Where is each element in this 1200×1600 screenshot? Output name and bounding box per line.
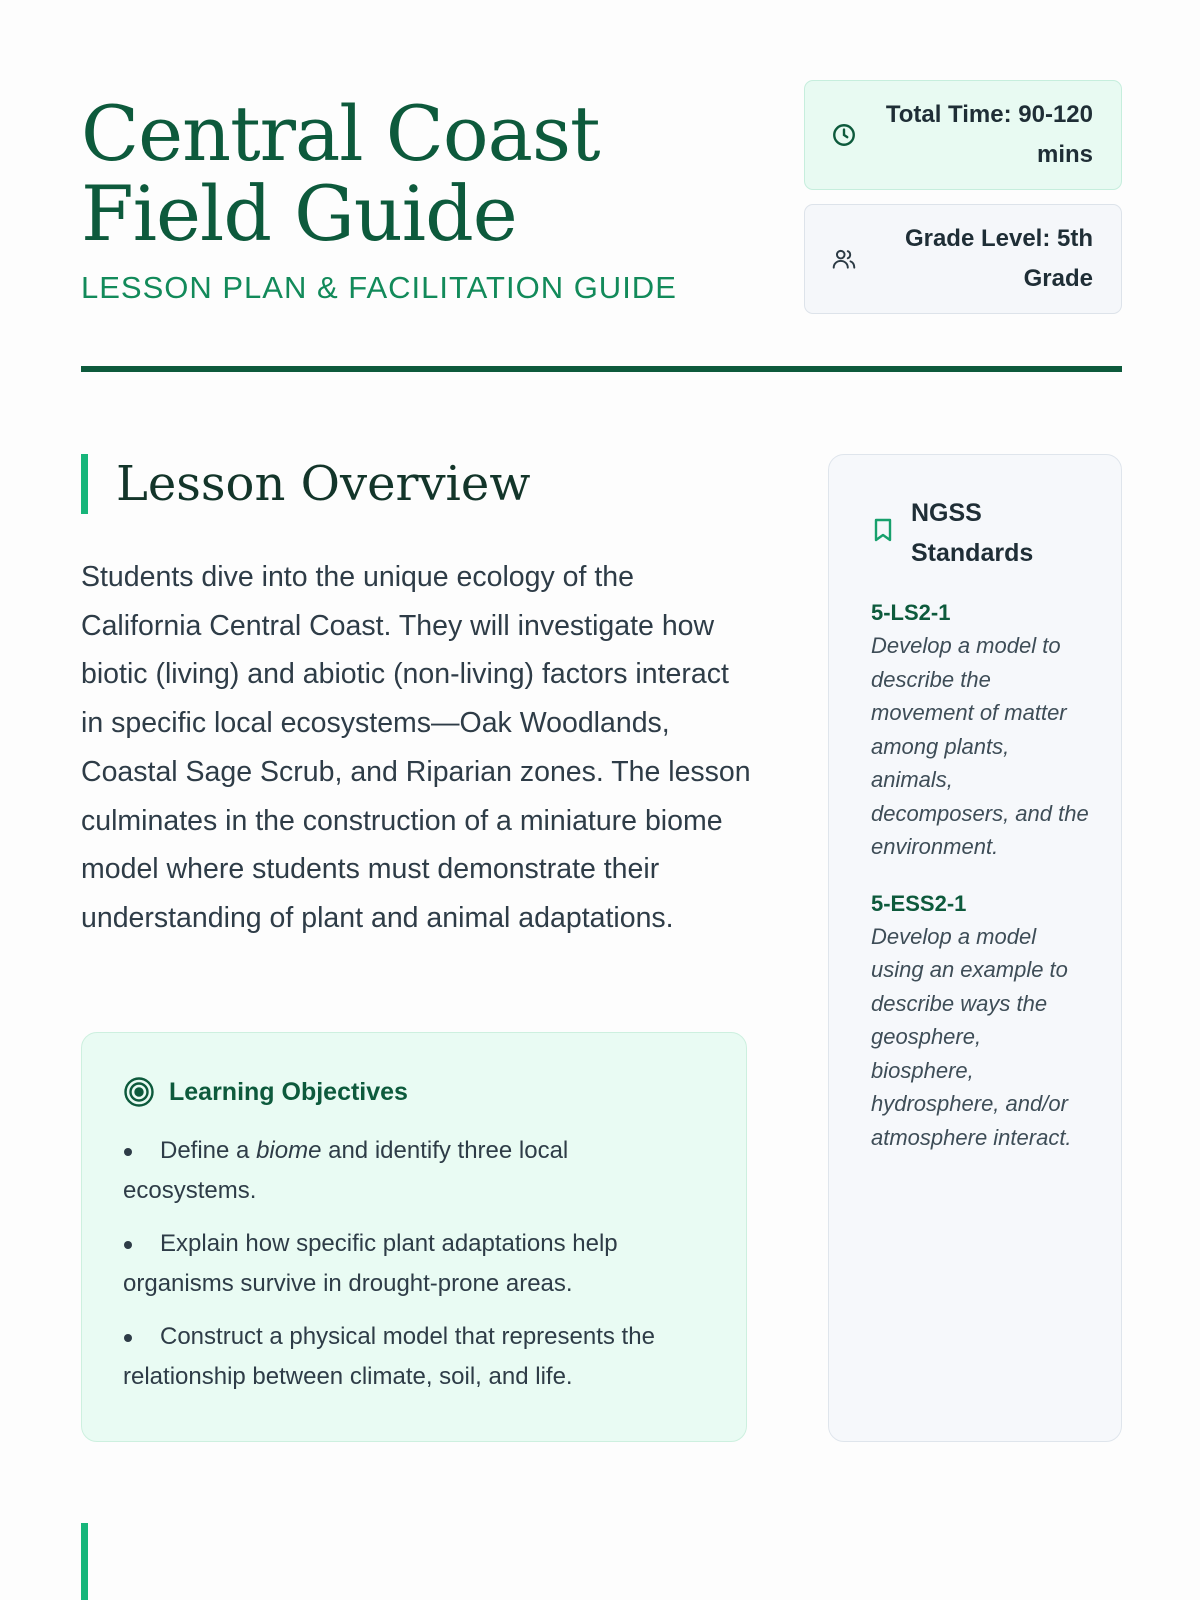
lesson-overview-text: Students dive into the unique ecology of the California Central Coast. They will investigate how biotic (living) and abiotic (non-living) factors interact in specific local ecosystems—Oak Woodlands, Coastal Sage Scrub, and Riparian zones. The lesson culminates in the construction of a miniature biome model where students must demonstrate their understanding of plant and animal adaptations. xyxy=(81,561,751,934)
standard-item xyxy=(871,888,1091,1155)
page-header xyxy=(81,0,1122,380)
standard-description: Develop a model using an example to describe ways the geosphere, biosphere, hydrosphere, and/or atmosphere interact. xyxy=(871,923,1072,1150)
objective-item: Construct a physical model that represents the relationship between climate, soil, and life. xyxy=(123,1317,706,1397)
page-subtitle: LESSON PLAN & FACILITATION GUIDE xyxy=(81,270,677,305)
ngss-standards-card xyxy=(828,454,1122,1442)
biome-term: biome xyxy=(256,1137,322,1164)
users-icon xyxy=(831,246,857,272)
grade-level-card xyxy=(804,204,1122,314)
learning-objectives-card xyxy=(81,1032,747,1442)
ngss-standards-label: NGSS Standards xyxy=(911,499,1034,567)
objectives-list xyxy=(123,1131,706,1397)
lesson-plan-page xyxy=(81,0,1122,1390)
standard-description: Develop a model to describe the movement of matter among plants, animals, decomposers, and the environment. xyxy=(871,633,1089,859)
clock-icon xyxy=(831,122,857,148)
header-divider xyxy=(81,366,1122,372)
objective-item: Explain how specific plant adaptations help organisms survive in drought-prone areas. xyxy=(123,1224,706,1304)
standard-item xyxy=(871,597,1091,864)
grade-level-text: Grade Level: 5th Grade xyxy=(904,225,1093,292)
ngss-standards-title xyxy=(871,493,1091,573)
target-icon xyxy=(123,1076,155,1108)
objective-item: Define a biome and identify three local ecosystems. xyxy=(123,1131,706,1211)
total-time-card xyxy=(804,80,1122,190)
standard-code: 5-LS2-1 xyxy=(871,600,951,625)
learning-objectives-label: Learning Objectives xyxy=(169,1077,408,1106)
lesson-overview-heading: Lesson Overview xyxy=(81,454,530,514)
page-title: Central Coast Field Guide xyxy=(81,89,600,258)
standard-code: 5-ESS2-1 xyxy=(871,890,967,916)
bookmark-icon xyxy=(871,517,895,543)
learning-objectives-title xyxy=(123,1075,706,1109)
total-time-text: Total Time: 90-120 mins xyxy=(885,101,1093,168)
next-section-accent-bar xyxy=(81,1523,88,1600)
